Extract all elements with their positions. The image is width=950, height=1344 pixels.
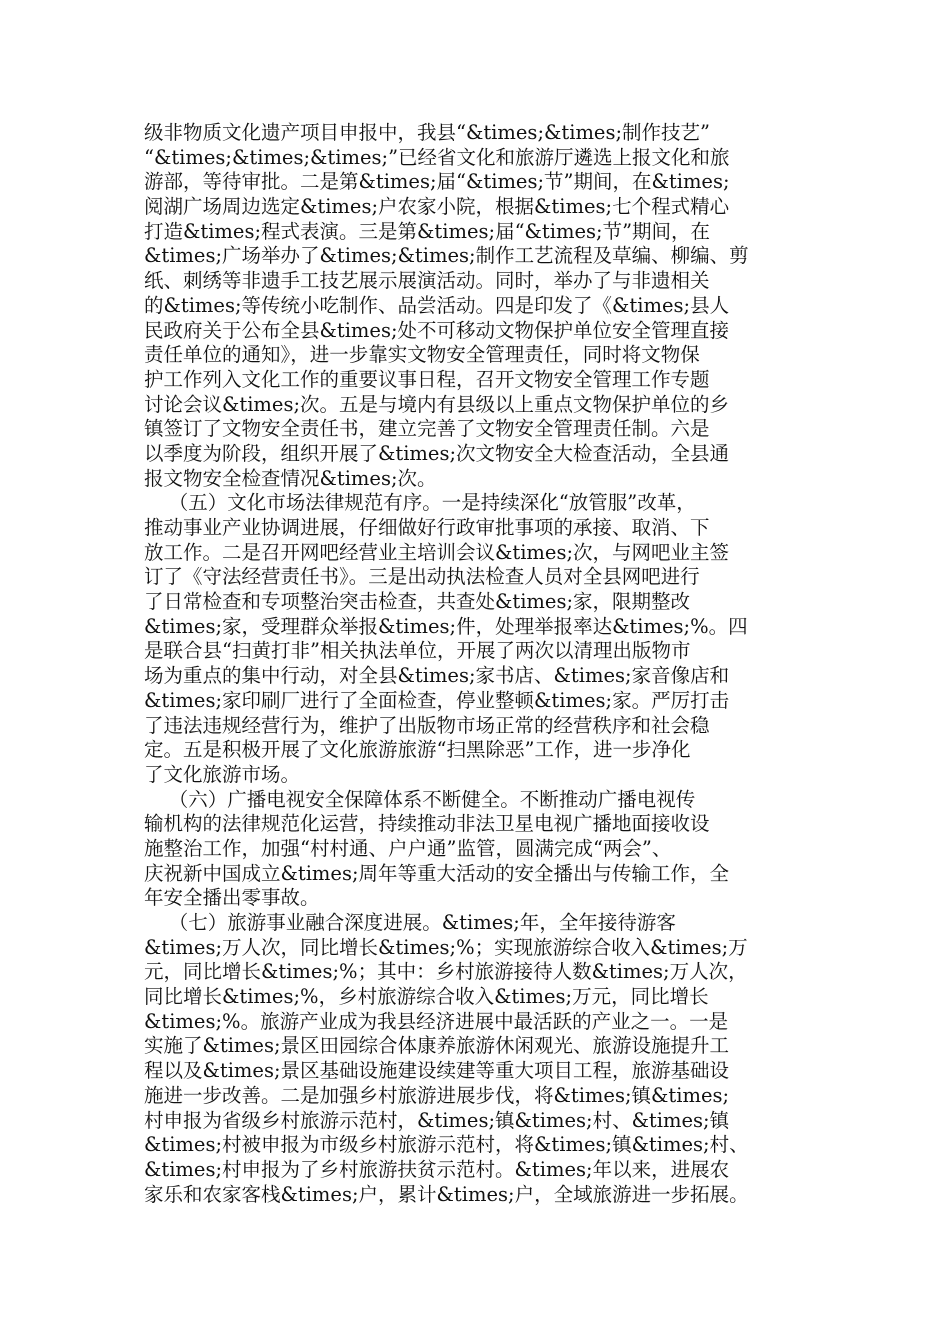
text-line: 阅湖广场周边选定&times;户农家小院，根据&times;七个程式精心 (144, 195, 730, 219)
text-line: 程以及&times;景区基础设施建设续建等重大项目工程，旅游基础设 (144, 1059, 730, 1083)
text-line: 场为重点的集中行动，对全县&times;家书店、&times;家音像店和 (144, 664, 730, 688)
text-line: 推动事业产业协调进展，仔细做好行政审批事项的承接、取消、下 (144, 516, 710, 539)
text-line: 镇签订了文物安全责任书，建立完善了文物安全管理责任制。六是 (144, 417, 710, 441)
text-line: 的&times;等传统小吃制作、品尝活动。四是印发了《&times;县人 (144, 293, 730, 317)
text-line: 放工作。二是召开网吧经营业主培训会议&times;次，与网吧业主签 (144, 540, 730, 564)
text-line: 了违法违规经营行为，维护了出版物市场正常的经营秩序和社会稳 (144, 713, 710, 737)
text-line: 输机构的法律规范化运营，持续推动非法卫星电视广播地面接收设 (144, 812, 710, 836)
text-line: 施进一步改善。二是加强乡村旅游进展步伐，将&times;镇&times; (144, 1083, 730, 1107)
text-line: 游部，等待审批。二是第&times;届“&times;节”期间，在&times; (144, 170, 730, 194)
text-line: 级非物质文化遗产项目申报中，我县“&times;&times;制作技艺” (144, 121, 711, 144)
text-line: 家乐和农家客栈&times;户，累计&times;户，全域旅游进一步拓展。 (144, 1182, 749, 1206)
text-line: 是联合县“扫黄打非”相关执法单位，开展了两次以清理出版物市 (144, 639, 691, 663)
text-line: 了日常检查和专项整治突击检查，共查处&times;家，限期整改 (144, 590, 691, 614)
text-line: “&times;&times;&times;”已经省文化和旅游厅遴选上报文化和旅 (144, 145, 730, 169)
text-line: （七）旅游事业融合深度进展。&times;年，全年接待游客 (144, 911, 676, 934)
text-line: 民政府关于公布全县&times;处不可移动文物保护单位安全管理直接 (144, 318, 730, 342)
text-line: 以季度为阶段，组织开展了&times;次文物安全大检查活动，全县通 (144, 441, 730, 465)
text-line: &times;万人次，同比增长&times;%；实现旅游综合收入&times;万 (144, 935, 748, 959)
text-line: 责任单位的通知》，进一步靠实文物安全管理责任，同时将文物保 (144, 343, 700, 367)
text-line: 年安全播出零事故。 (144, 886, 320, 910)
text-line: 同比增长&times;%，乡村旅游综合收入&times;万元，同比增长 (144, 985, 709, 1009)
document-body (144, 121, 824, 1207)
text-line: &times;村申报为了乡村旅游扶贫示范村。&times;年以来，进展农 (144, 1157, 730, 1181)
text-line: （六）广播电视安全保障体系不断健全。不断推动广播电视传 (144, 787, 696, 811)
text-line: （五）文化市场法律规范有序。一是持续深化“放管服”改革， (144, 491, 696, 515)
text-line: 元，同比增长&times;%；其中：乡村旅游接待人数&times;万人次， (144, 960, 748, 984)
text-line: &times;村被申报为市级乡村旅游示范村，将&times;镇&times;村、 (144, 1133, 749, 1157)
text-line: &times;家印刷厂进行了全面检查，停业整顿&times;家。严厉打击 (144, 688, 730, 712)
text-line: 庆祝新中国成立&times;周年等重大活动的安全播出与传输工作，全 (144, 861, 730, 885)
text-line: 打造&times;程式表演。三是第&times;届“&times;节”期间，在 (144, 219, 711, 243)
text-line: 纸、刺绣等非遗手工技艺展示展演活动。同时，举办了与非遗相关 (144, 269, 710, 293)
text-line: 报文物安全检查情况&times;次。 (144, 466, 437, 490)
text-line: 村申报为省级乡村旅游示范村，&times;镇&times;村、&times;镇 (144, 1108, 730, 1132)
text-line: 施整治工作，加强“村村通、户户通”监管，圆满完成“两会”、 (144, 836, 672, 860)
text-line: 护工作列入文化工作的重要议事日程，召开文物安全管理工作专题 (144, 367, 710, 391)
text-line: &times;家，受理群众举报&times;件，处理举报率达&times;%。四 (144, 614, 748, 638)
text-line: &times;广场举办了&times;&times;制作工艺流程及草编、柳编、剪 (144, 244, 749, 268)
text-line: &times;%。旅游产业成为我县经济进展中最活跃的产业之一。一是 (144, 1009, 729, 1033)
text-line: 讨论会议&times;次。五是与境内有县级以上重点文物保护单位的乡 (144, 392, 730, 416)
text-line: 了文化旅游市场。 (144, 762, 301, 786)
text-line: 实施了&times;景区田园综合体康养旅游休闲观光、旅游设施提升工 (144, 1034, 730, 1058)
text-line: 订了《守法经营责任书》。三是出动执法检查人员对全县网吧进行 (144, 565, 700, 589)
text-line: 定。五是积极开展了文化旅游旅游“扫黑除恶”工作，进一步净化 (144, 738, 691, 762)
